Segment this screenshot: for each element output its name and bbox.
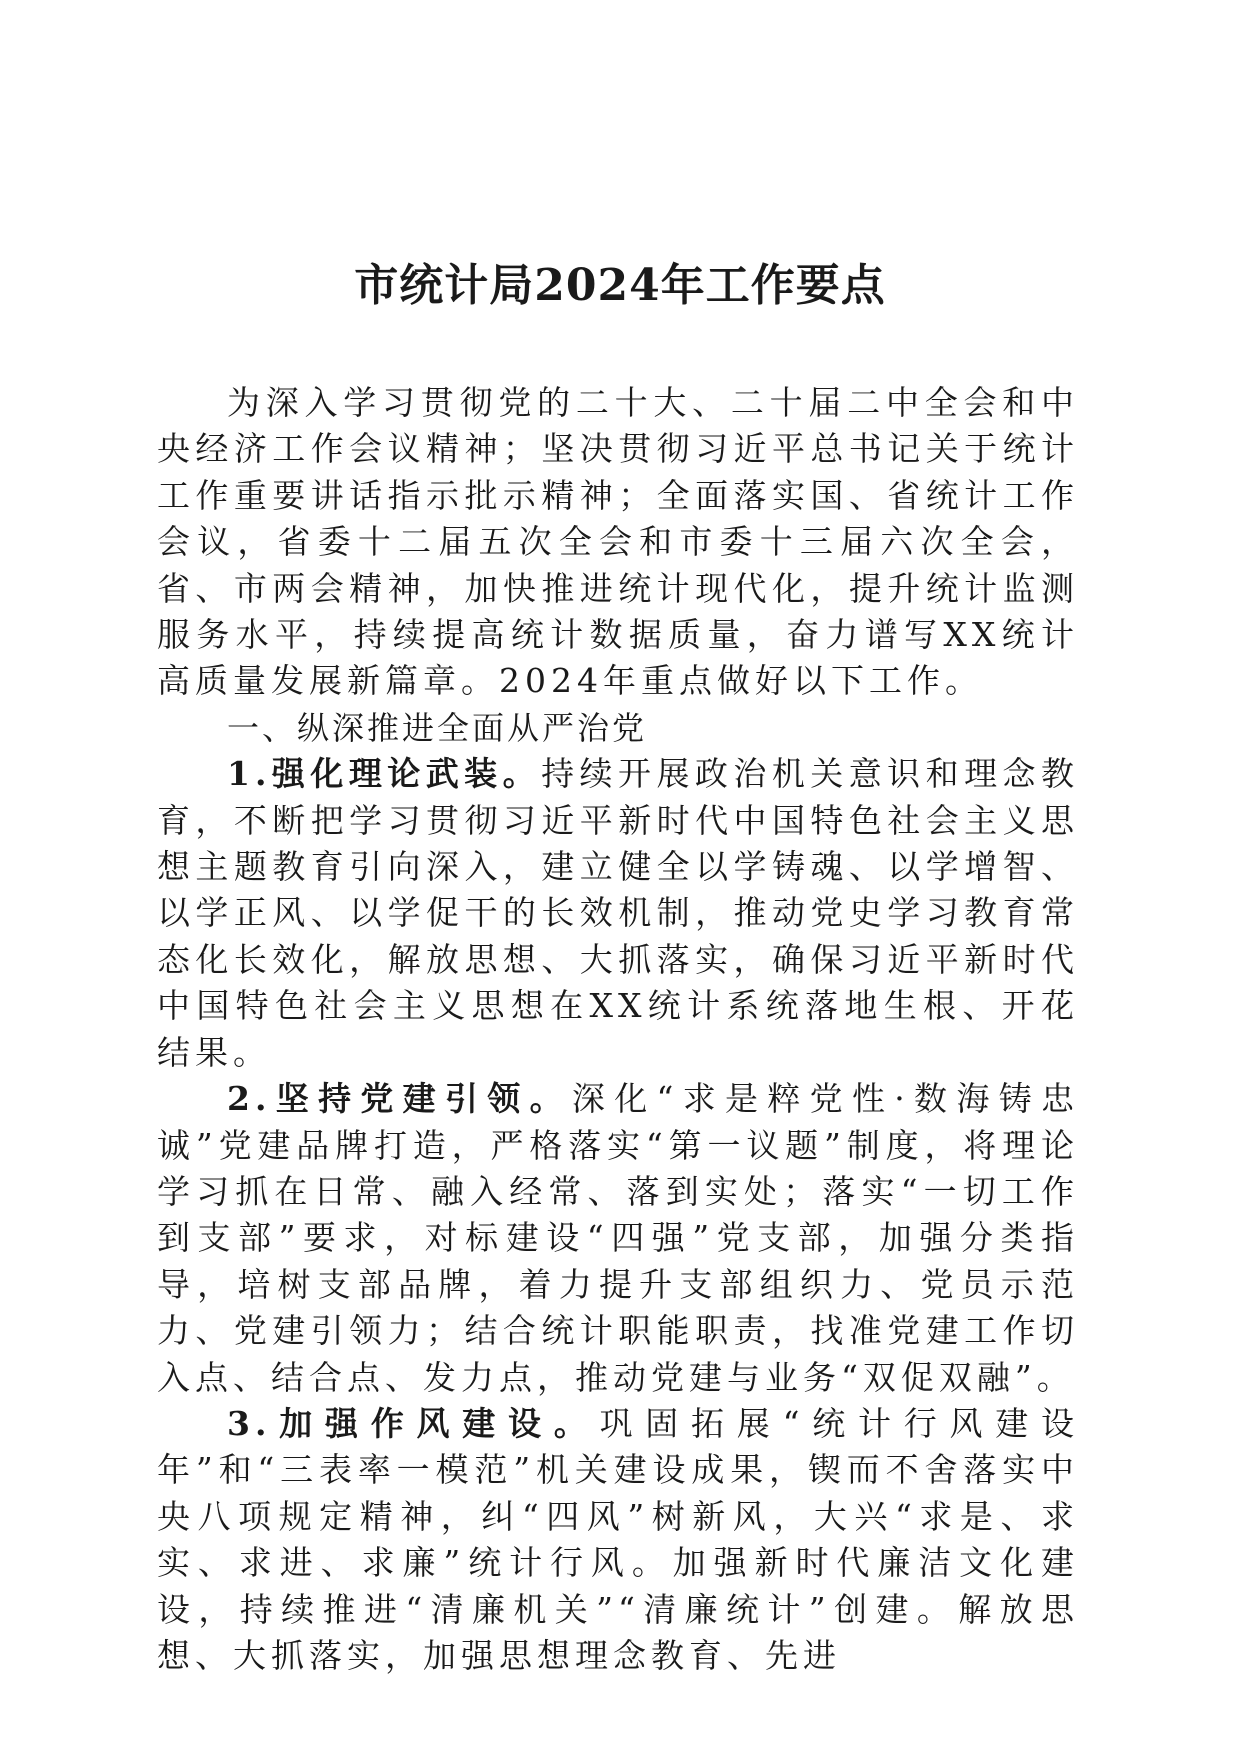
item-paragraph-1 <box>157 751 1079 1076</box>
item-lead-2: 2.坚持党建引领。 <box>227 1079 572 1119</box>
item-text-1: 持续开展政治机关意识和理念教育，不断把学习贯彻习近平新时代中国特色社会主义思想主题教育引向深入，建立健全以学铸魂、以学增智、以学正风、以学促干的长效机制，推动党史学习教育常态化长效化，解放思想、大抓落实，确保习近平新时代中国特色社会主义思想在XX统计系统落地生根、开花结果。 <box>157 754 1080 1072</box>
document-body <box>157 380 1079 1679</box>
intro-paragraph: 为深入学习贯彻党的二十大、二十届二中全会和中央经济工作会议精神；坚决贯彻习近平总书记关于统计工作重要讲话指示批示精神；全面落实国、省统计工作会议，省委十二届五次全会和市委十三届六次全会，省、市两会精神，加快推进统计现代化，提升统计监测服务水平，持续提高统计数据质量，奋力谱写XX统计高质量发展新篇章。2024年重点做好以下工作。 <box>157 383 1079 701</box>
item-paragraph-2 <box>157 1076 1079 1401</box>
item-lead-1: 1.强化理论武装。 <box>227 754 542 794</box>
item-text-2: 深化“求是粹党性·数海铸忠诚”党建品牌打造，严格落实“第一议题”制度，将理论学习抓在日常、融入经常、落到实处；落实“一切工作到支部”要求，对标建设“四强”党支部，加强分类指导，培树支部品牌，着力提升支部组织力、党员示范力、党建引领力；结合统计职能职责，找准党建工作切入点、结合点、发力点，推动党建与业务“双促双融”。 <box>157 1079 1079 1397</box>
item-paragraph-3 <box>157 1401 1079 1679</box>
document-title: 市统计局2024年工作要点 <box>354 260 886 311</box>
item-text-3: 巩固拓展“统计行风建设年”和“三表率一模范”机关建设成果，锲而不舍落实中央八项规定精神，纠“四风”树新风，大兴“求是、求实、求进、求廉”统计行风。加强新时代廉洁文化建设，持续推进“清廉机关”“清廉统计”创建。解放思想、大抓落实，加强思想理念教育、先进 <box>157 1403 1079 1675</box>
section-heading: 一、纵深推进全面从严治党 <box>227 708 648 747</box>
item-lead-3: 3.加强作风建设。 <box>227 1403 600 1443</box>
